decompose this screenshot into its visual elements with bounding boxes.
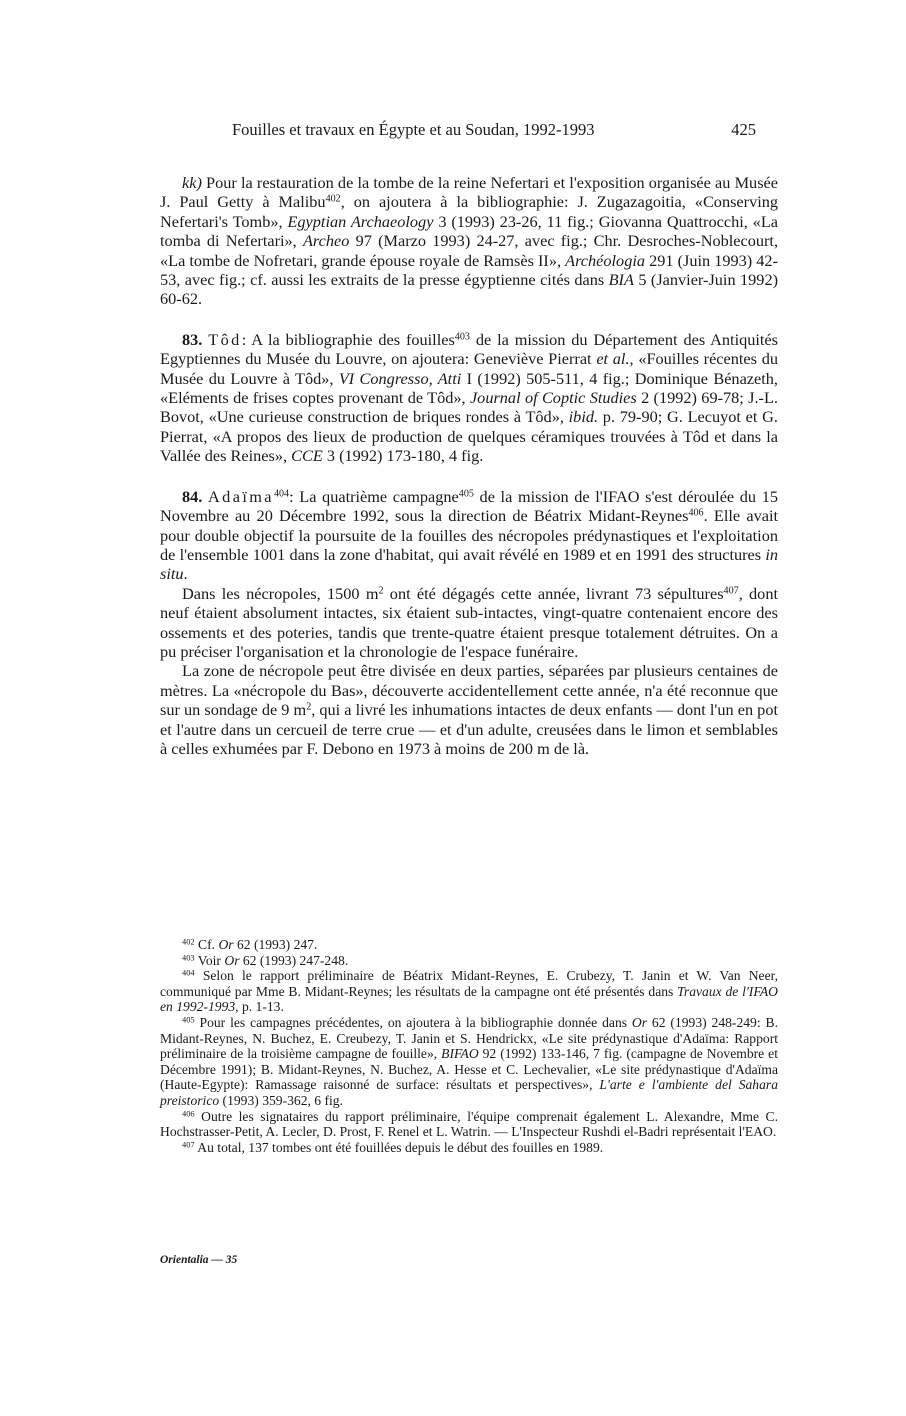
signature-mark: Orientalia — 35 — [160, 1254, 238, 1266]
footnote-ref-406: 406 — [688, 507, 704, 519]
footnote-405: $^{405}$ Pour les campagnes précédentes, on ajoutera à la bibliographie donnée dans Or 62 (1993) 248-249: B. Midant-Reynes, N. Buchez, E. Creubezy, T. Janin et S. Hendrickx, «Le site prédynastique d'Adaïma: Rapport préliminaire de la troisième campagne de fouille», BIFAO 92 (1992) 133-146, 7 fig. (campagne de Novembre et Décembre 1991); B. Midant-Reynes, N. Buchez, A. Hesse et C. Lechevalier, «Le site prédynastique d'Adaïma (Haute-Egypte): Ramassage raisonné de surface: résultats et perspectives», L'arte e l'ambiente del Sahara preistorico (1993) 359-362, 6 fig. — [160, 1014, 778, 1108]
footnotes — [160, 937, 778, 1155]
paragraph-83: 83. Tôd: A la bibliographie des fouilles$^{403}$ de la mission du Département des Antiquités Egyptiennes du Musée du Louvre, on ajoutera: Geneviève Pierrat et al., «Fouilles récentes du Musée du Louvre à Tôd», VI Congresso, Atti I (1992) 505-511, 4 fig.; Dominique Bénazeth, «Eléments de frises coptes provenant de Tôd», Journal of Coptic Studies 2 (1992) 69-78; J.-L. Bovot, «Une curieuse construction de briques rondes à Tôd», ibid. p. 79-90; G. Lecuyot et G. Pierrat, «A propos des lieux de production de quelques céramiques trouvées à Tôd et dans la Vallée des Reines», CCE 3 (1992) 173-180, 4 fig. — [160, 329, 779, 466]
footnote-ref-407: 407 — [723, 585, 739, 597]
footnote-ref-403: 403 — [454, 331, 470, 343]
footnote-ref-404: 404 — [273, 488, 290, 500]
page-number: 425 — [731, 120, 756, 139]
running-header — [160, 120, 756, 142]
main-text — [160, 173, 778, 758]
section-number: 84. — [182, 486, 203, 506]
site-name: Tôd — [208, 329, 242, 349]
footnote-402: $^{402}$ Cf. Or 62 (1993) 247. — [182, 936, 318, 952]
footnote-ref-405: 405 — [458, 488, 474, 500]
footnote-ref-402: 402 — [325, 193, 341, 205]
paragraph-zone: La zone de nécropole peut être divisée en deux parties, séparées par plusieurs centaines de mètres. La «nécropole du Bas», découverte accidentellement cette année, n'a été reconnue que sur un sondage de 9 $m^2$, qui a livré les inhumations intactes de deux enfants — dont l'un en pot et l'autre dans un cercueil de terre crue — et d'un adulte, creusées dans le limon et semblables à celles exhumées par F. Debono en 1973 à moins de 200 m de là. — [160, 661, 778, 758]
footnote-406: $^{406}$ Outre les signataires du rapport préliminaire, l'équipe comprenait également L. Alexandre, Mme C. Hochstrasser-Petit, A. Lecler, D. Prost, F. Renel et L. Watrin. — L'Inspecteur Rushdi el-Badri représentait l'EAO. — [160, 1107, 778, 1140]
footnote-407: $^{407}$ Au total, 137 tombes ont été fouillées depuis le début des fouilles en 1989. — [182, 1139, 604, 1155]
item-label: kk) — [182, 173, 202, 192]
site-name: Adaïma — [208, 486, 274, 506]
paragraph-necropoles: Dans les nécropoles, 1500 $m^2$ ont été dégagés cette année, livrant 73 sépultures$^{407}$, dont neuf étaient absolument intactes, six étaient sub-intactes, vingt-quatre contenaient encore des ossements et des poteries, tandis que trente-quatre étaient presque totalement détruites. On a pu préciser l'organisation et la chronologie de l'espace funéraire. — [160, 583, 778, 661]
footnote-403: $^{403}$ Voir Or 62 (1993) 247-248. — [182, 951, 349, 968]
paragraph-kk: kk) Pour la restauration de la tombe de la reine Nefertari et l'exposition organisée au Musée J. Paul Getty à Malibu$^{402}$, on ajoutera à la bibliographie: J. Zugazagoitia, «Conserving Nefertari's Tomb», Egyptian Archaeology 3 (1993) 23-26, 11 fig.; Giovanna Quattrocchi, «La tomba di Nefertari», Archeo 97 (Marzo 1993) 24-27, avec fig.; Chr. Desroches-Noblecourt, «La tombe de Nofretari, grande épouse royale de Ramsès II», Archéologia 291 (Juin 1993) 42-53, avec fig.; cf. aussi les extraits de la presse égyptienne cités dans BIA 5 (Janvier-Juin 1992) 60-62. — [160, 173, 779, 309]
section-number: 83. — [182, 329, 203, 349]
running-title: Fouilles et travaux en Égypte et au Soudan, 1992-1993 — [232, 120, 595, 139]
footnote-404: $^{404}$ Selon le rapport préliminaire de Béatrix Midant-Reynes, E. Crubezy, T. Janin et W. Van Neer, communiqué par Mme B. Midant-Reynes; les résultats de la campagne ont été présentés dans Travaux de l'IFAO en 1992-1993, p. 1-13. — [160, 967, 778, 1015]
paragraph-84: 84. Adaïma$^{404}$: La quatrième campagne$^{405}$ de la mission de l'IFAO s'est déroulée du 15 Novembre au 20 Décembre 1992, sous la direction de Béatrix Midant-Reynes$^{406}$. Elle avait pour double objectif la poursuite de la fouilles des nécropoles prédynastiques et l'exploitation de l'ensemble 1001 dans la zone d'habitat, qui avait révélé en 1989 et en 1991 des structures in situ. — [160, 486, 778, 584]
